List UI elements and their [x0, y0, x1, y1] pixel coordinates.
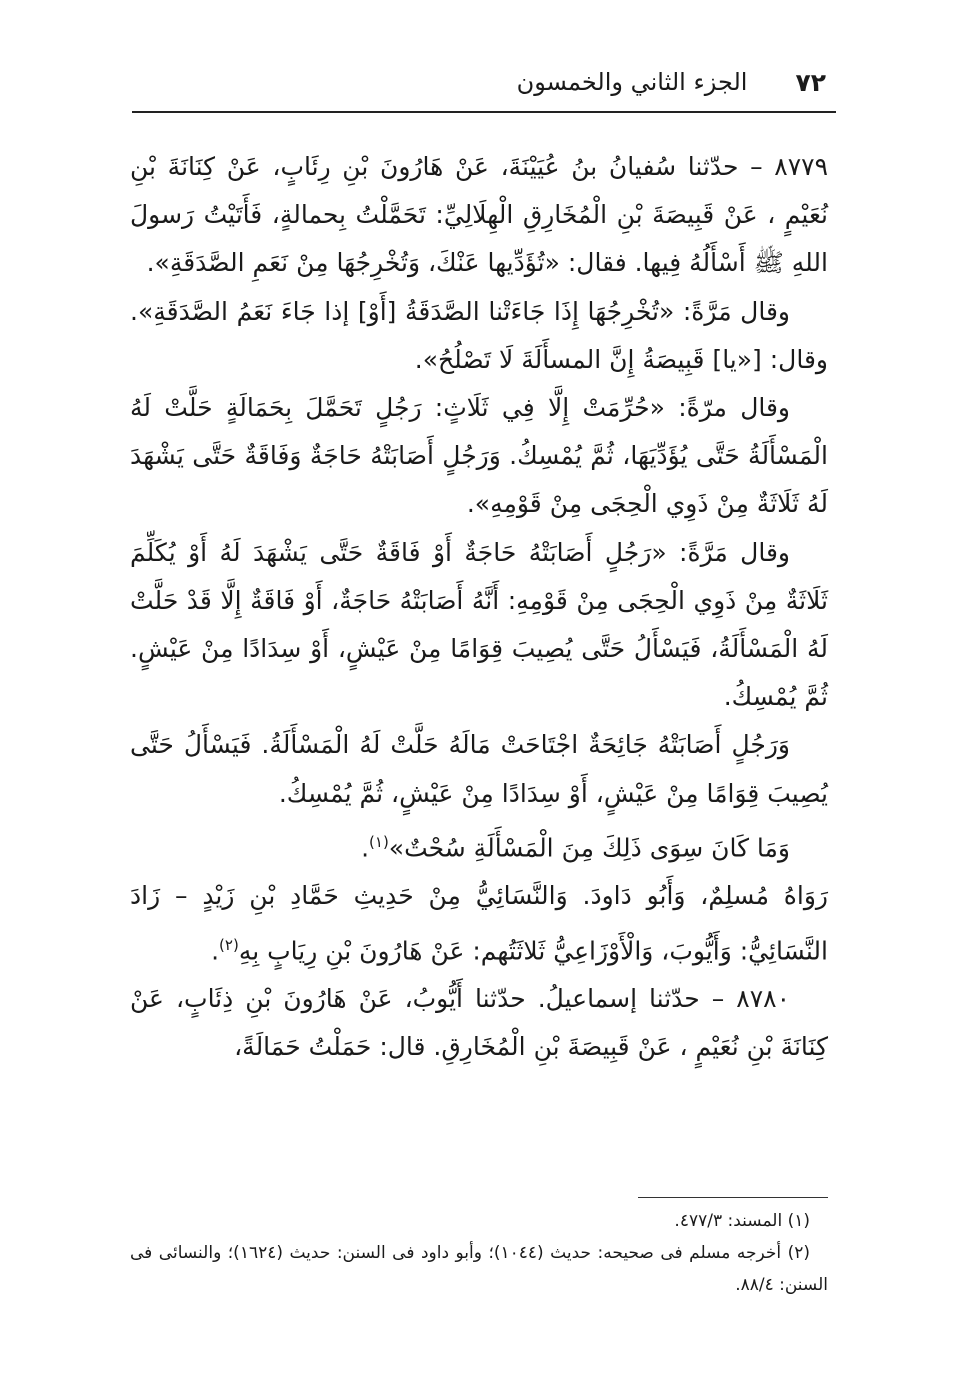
takhrij-paragraph: رَوَاهُ مُسلِمٌ، وَأَبُو دَاودَ. وَالنَّسَائِيُّ مِنْ حَدِيثِ حَمَّادِ بْنِ زَيْدٍ – زَادَ النَّسَائِيُّ: وَأَيُّوبَ، وَالْأَوْزَاعِيُّ ثَلاثَتُهم: عَنْ هَارُونَ بْنِ رِيَابٍ بِهِ$^{(٢)}$.	[130, 881, 828, 965]
footnote-mark: (٢)	[219, 935, 239, 954]
footnote-rule	[638, 1197, 828, 1198]
running-head	[120, 62, 826, 102]
footnote-mark: (١)	[369, 832, 389, 851]
hadith-8779-paragraph	[130, 143, 828, 288]
paragraph-text: وَرَجُلٍ أَصَابَتْهُ جَائِحَةٌ اجْتَاحَتْ مَالَهُ حَلَّتْ لَهُ الْمَسْأَلَةُ. فَيَسْأَلُ حَتَّى يُصِيبَ قِوَامًا مِنْ عَيْشٍ، أَوْ سِدَادًا مِنْ عَيْشٍ، ثُمَّ يُمْسِكُ.	[130, 730, 828, 808]
paragraph-text: وقال مرّةً: «حُرِّمَتْ إِلَّا فِي ثَلَاثٍ: رَجُلٍ تَحَمَّلَ بِحَمَالَةٍ حَلَّتْ لَهُ الْمَسْأَلَةُ حَتَّى يُؤَدِّيَهَا، ثُمَّ يُمْسِكُ. وَرَجُلٍ أَصَابَتْهُ حَاجَةٌ وَفَاقَةٌ حَتَّى يَشْهَدَ لَهُ ثَلَاثَةٌ مِنْ ذَوِي الْحِجَى مِنْ قَوْمِهِ».	[130, 393, 828, 519]
header-rule	[132, 111, 836, 113]
footnote-1: (١) المسند: ٤٧٧/٣.	[674, 1211, 810, 1231]
paragraph-text: رَوَاهُ مُسلِمٌ، وَأَبُو دَاودَ. وَالنَّسَائِيُّ مِنْ حَدِيثِ حَمَّادِ بْنِ زَيْدٍ – زَادَ النَّسَائِيُّ: وَأَيُّوبَ، وَالْأَوْزَاعِيُّ ثَلاثَتُهم: عَنْ هَارُونَ بْنِ رِيَابٍ بِهِ	[130, 881, 828, 965]
narration-variant-paragraph	[130, 288, 828, 384]
paragraph-text: وقال مَرَّةً: «تُخْرِجُهَا إِذَا جَاءَتْنا الصَّدَقَةُ [أَوْ] إذا جَاءَ نَعَمُ الصَّدَقَةِ». وقال: [«يا] قَبِيصَةُ إِنَّ المسأَلَةَ لَا تَصْلُحُ».	[130, 296, 828, 374]
hadith-8780-paragraph	[130, 975, 828, 1071]
header-title: الجزء الثاني والخمسون	[516, 68, 748, 96]
footnotes	[130, 1205, 828, 1301]
narration-closing-line: وَمَا كَانَ سِوَى ذَلِكَ مِنَ الْمَسْأَلَةِ سُحْتٌ»$^{(١)}$.	[361, 832, 790, 863]
paragraph-text: ٨٧٨٠ – حدّثنا إسماعيلُ. حدّثنا أَيُّوبُ، عَنْ هَارُونَ بْنِ ذِئَابٍ، عَنْ كِنَانَةَ بْنِ نُعَيْمٍ ، عَنْ قَبِيصَةَ بْنِ الْمُخَارِقِ. قال: حَمَلْتُ حَمَالَةً،	[130, 984, 828, 1062]
narration-variant-paragraph	[130, 721, 828, 817]
main-text	[130, 143, 828, 1072]
narration-variant-paragraph	[130, 529, 828, 722]
footnote-2: (٢) أخرجه مسلم فى صحيحه: حديث (١٠٤٤)؛ وأبو داود فى السنن: حديث (١٦٢٤)؛ والنسائى فى السنن: ٨٨/٤.	[130, 1243, 828, 1295]
page-number: ٧٢	[795, 67, 826, 97]
paragraph-text: وَمَا كَانَ سِوَى ذَلِكَ مِنَ الْمَسْأَلَةِ سُحْتٌ»	[388, 833, 790, 863]
paragraph-text: ٨٧٧٩ – حدّثنا سُفيانُ بنُ عُيَيْنَةَ، عَنْ هَارُونَ بْنِ رِئَابٍ، عَنْ كِنَانَةَ بْنِ نُعَيْمٍ ، عَنْ قَبِيصَةَ بْنِ الْمُخَارِقِ الْهِلَالِيِّ: تَحَمَّلْتُ بِحمالةٍ، فَأَتَيْتُ رَسولَ اللهِ ﷺ أَسْأَلُهُ فِيها. فقال: «تُؤَدِّيها عَنْكَ، وَتُخْرِجُهَا مِنْ نَعَمِ الصَّدَقَةِ».	[130, 152, 828, 278]
narration-variant-paragraph	[130, 384, 828, 529]
paragraph-text: وقال مَرَّةً: «رَجُلٍ أَصَابَتْهُ حَاجَةٌ أَوْ فَاقَةٌ حَتَّى يَشْهَدَ لَهُ أَوْ يُكَلِّمَ ثَلَاثَةٌ مِنْ ذَوِي الْحِجَى مِنْ قَوْمِهِ: أَنَّهُ أَصَابَتْهُ حَاجَةٌ، أَوْ فَاقَةٌ إِلَّا قَدْ حَلَّتْ لَهُ الْمَسْأَلَةُ، فَيَسْأَلُ حَتَّى يُصِيبَ قِوَامًا مِنْ عَيْشٍ، أَوْ سِدَادًا مِنْ عَيْشٍ. ثُمَّ يُمْسِكُ.	[130, 537, 828, 712]
